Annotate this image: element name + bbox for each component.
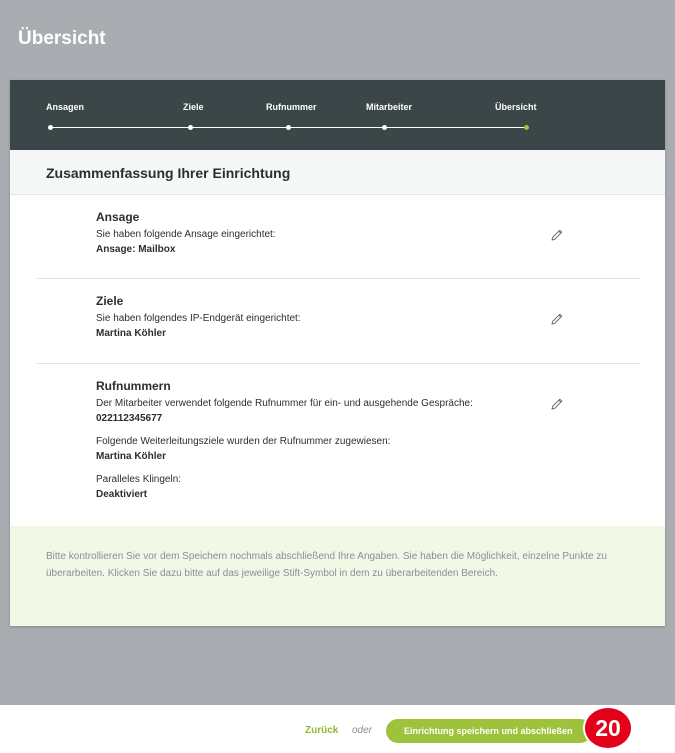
summary-title: Zusammenfassung Ihrer Einrichtung	[46, 165, 291, 181]
step-dot-uebersicht-active	[524, 125, 529, 130]
step-dot-ziele[interactable]	[188, 125, 193, 130]
summary-header	[10, 150, 665, 195]
info-box	[10, 526, 665, 626]
or-text: oder	[352, 725, 373, 736]
back-link[interactable]: Zurück	[305, 725, 339, 736]
section-title: Ziele	[96, 294, 124, 308]
step-label-rufnummer[interactable]: Rufnummer	[266, 102, 317, 112]
step-dot-mitarbeiter[interactable]	[382, 125, 387, 130]
step-label-ziele[interactable]: Ziele	[183, 102, 204, 112]
section-text: Sie haben folgende Ansage eingerichtet:	[96, 229, 276, 240]
step-label-ansagen[interactable]: Ansagen	[46, 102, 85, 112]
section-value: Ansage: Mailbox	[96, 244, 176, 255]
save-and-finish-button[interactable]: Einrichtung speichern und abschließen	[386, 719, 592, 743]
progress-stepper	[10, 80, 665, 150]
step-label-mitarbeiter[interactable]: Mitarbeiter	[366, 102, 413, 112]
summary-section-ziele	[36, 294, 640, 364]
info-text: Bitte kontrollieren Sie vor dem Speichern nochmals abschließend Ihre Angaben. Sie haben die Möglichkeit, einzelne Punkte zu überarbeiten. Klicken Sie dazu bitte auf das jeweilige Stift-Symbol in dem zu überarbeitenden Bereich.	[46, 551, 607, 579]
section-text: Folgende Weiterleitungsziele wurden der Rufnummer zugewiesen:	[96, 436, 391, 447]
pencil-icon[interactable]	[550, 397, 564, 411]
pencil-icon[interactable]	[550, 312, 564, 326]
summary-section-ansage	[36, 210, 640, 279]
step-dot-ansagen[interactable]	[48, 125, 53, 130]
summary-section-rufnummern	[36, 379, 640, 527]
page-title: Übersicht	[18, 28, 106, 49]
step-number-badge: 20	[583, 706, 633, 750]
step-label-uebersicht: Übersicht	[495, 102, 537, 112]
section-text: Paralleles Klingeln:	[96, 474, 182, 485]
section-value: Deaktiviert	[96, 489, 148, 500]
pencil-icon[interactable]	[550, 228, 564, 242]
section-value: Martina Köhler	[96, 328, 167, 339]
section-title: Rufnummern	[96, 379, 171, 393]
section-title: Ansage	[96, 210, 140, 224]
section-text: Sie haben folgendes IP-Endgerät eingerichtet:	[96, 313, 301, 324]
step-dot-rufnummer[interactable]	[286, 125, 291, 130]
section-text: Der Mitarbeiter verwendet folgende Rufnummer für ein- und ausgehende Gespräche:	[96, 398, 473, 409]
section-value: 022112345677	[96, 413, 163, 424]
setup-summary-card	[10, 80, 665, 626]
footer-bar	[0, 705, 675, 753]
section-value: Martina Köhler	[96, 451, 167, 462]
